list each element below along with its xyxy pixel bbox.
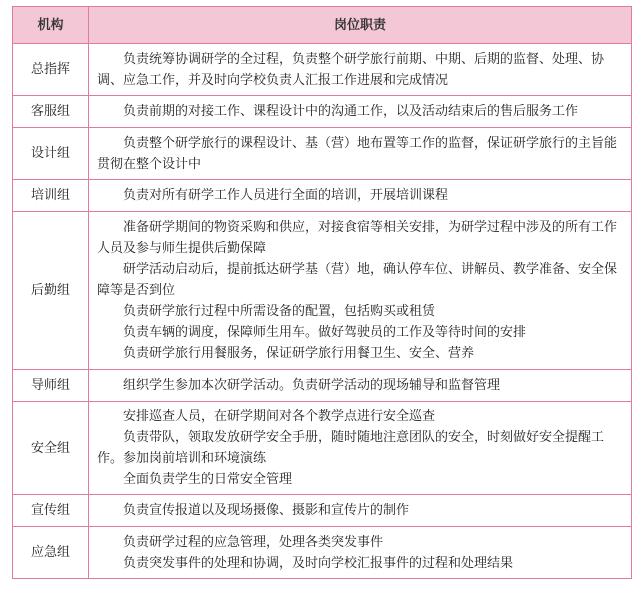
duty-cell — [89, 44, 632, 96]
duty-line: 准备研学期间的物资采购和供应，对接食宿等相关安排，为研学过程中涉及的所有工作人员及参与师生提供后勤保障 — [97, 220, 618, 256]
table-body — [13, 44, 632, 579]
org-cell: 后勤组 — [13, 212, 89, 370]
org-cell: 客服组 — [13, 96, 89, 128]
table-row — [13, 128, 632, 180]
duty-line: 负责对所有研学工作人员进行全面的培训，开展培训课程 — [123, 188, 449, 203]
duty-cell — [89, 96, 632, 128]
duty-line: 负责车辆的调度，保障师生用车。做好驾驶员的工作及等待时间的安排 — [123, 325, 527, 340]
table-row — [13, 495, 632, 527]
org-cell: 培训组 — [13, 180, 89, 212]
org-cell: 总指挥 — [13, 44, 89, 96]
header-duty: 岗位职责 — [89, 7, 632, 44]
table-row — [13, 402, 632, 495]
duty-line: 负责研学旅行用餐服务，保证研学旅行用餐卫生、安全、营养 — [123, 346, 475, 361]
duty-line: 全面负责学生的日常安全管理 — [123, 472, 293, 487]
responsibility-table-container — [12, 6, 631, 579]
header-org: 机构 — [13, 7, 89, 44]
org-cell: 设计组 — [13, 128, 89, 180]
table-row — [13, 180, 632, 212]
duty-line: 安排巡查人员，在研学期间对各个教学点进行安全巡查 — [123, 409, 436, 424]
duty-line: 研学活动启动后，提前抵达研学基（营）地，确认停车位、讲解员、教学准备、安全保障等是否到位 — [97, 262, 618, 298]
org-cell: 应急组 — [13, 527, 89, 579]
duty-cell — [89, 180, 632, 212]
table-row — [13, 527, 632, 579]
duty-line: 负责带队，领取发放研学安全手册，随时随地注意团队的安全，时刻做好安全提醒工作。参加岗前培训和环境演练 — [97, 430, 605, 466]
duty-cell — [89, 370, 632, 402]
duty-line: 负责研学旅行过程中所需设备的配置，包括购买或租赁 — [123, 304, 436, 319]
duty-cell — [89, 212, 632, 370]
org-cell: 安全组 — [13, 402, 89, 495]
table-row — [13, 370, 632, 402]
table-row — [13, 212, 632, 370]
duty-cell — [89, 402, 632, 495]
duty-line: 负责统筹协调研学的全过程，负责整个研学旅行前期、中期、后期的监督、处理、协调、应急工作，并及时向学校负责人汇报工作进展和完成情况 — [97, 51, 605, 88]
duty-line: 负责宣传报道以及现场摄像、摄影和宣传片的制作 — [123, 503, 410, 518]
org-cell: 导师组 — [13, 370, 89, 402]
responsibility-table — [12, 6, 632, 579]
duty-cell — [89, 128, 632, 180]
table-row — [13, 96, 632, 128]
duty-line: 负责前期的对接工作、课程设计中的沟通工作，以及活动结束后的售后服务工作 — [123, 104, 579, 119]
table-row — [13, 44, 632, 96]
duty-cell — [89, 527, 632, 579]
duty-line: 负责突发事件的处理和协调，及时向学校汇报事件的过程和处理结果 — [123, 555, 514, 571]
duty-line: 负责研学过程的应急管理，处理各类突发事件 — [123, 534, 384, 550]
org-cell: 宣传组 — [13, 495, 89, 527]
duty-cell — [89, 495, 632, 527]
duty-line: 组织学生参加本次研学活动。负责研学活动的现场辅导和监督管理 — [123, 378, 501, 393]
table-header-row — [13, 7, 632, 44]
duty-line: 负责整个研学旅行的课程设计、基（营）地布置等工作的监督，保证研学旅行的主旨能贯彻在整个设计中 — [97, 135, 618, 172]
